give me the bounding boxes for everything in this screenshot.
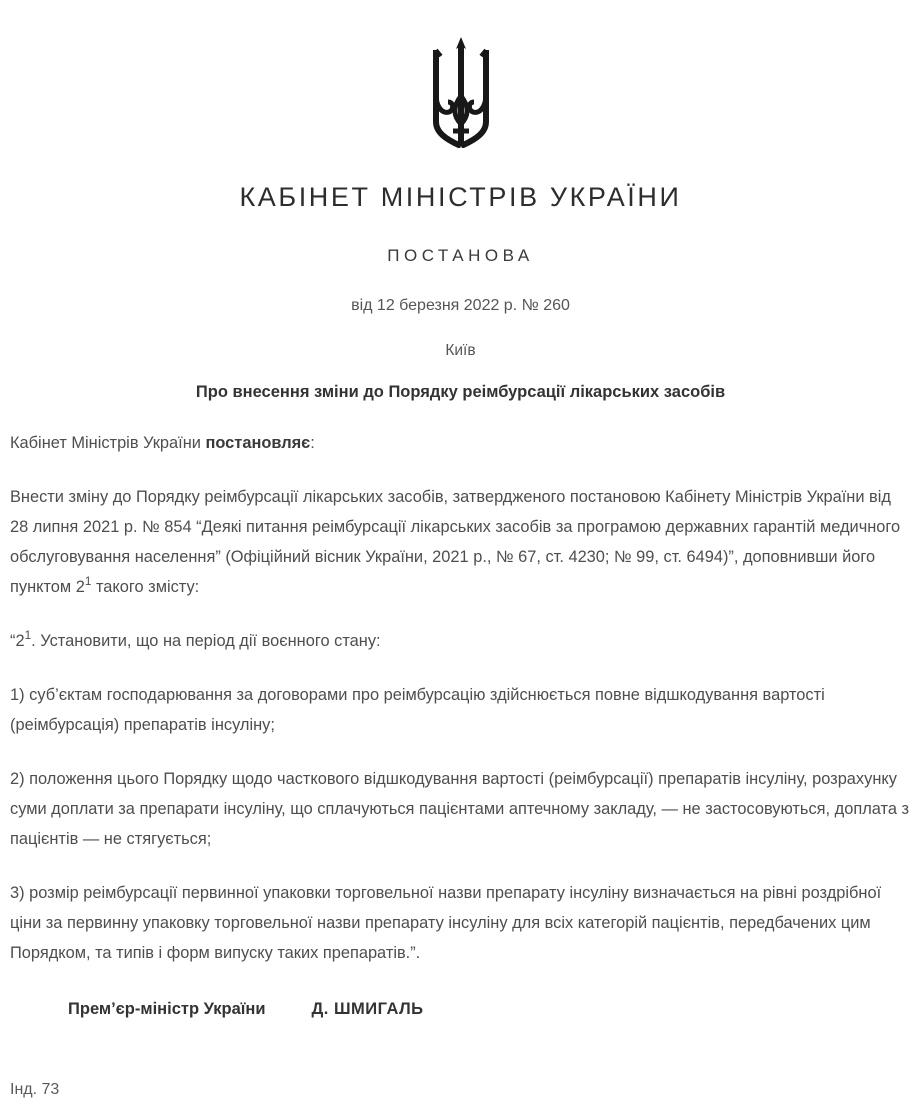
index-number: Інд. 73 xyxy=(10,1081,60,1098)
tryzub-emblem-icon xyxy=(427,36,495,148)
paragraph: Кабінет Міністрів України постановляє: xyxy=(10,434,315,452)
doc-date-number: від 12 березня 2022 р. № 260 xyxy=(351,297,570,314)
signatory-name: Д. ШМИГАЛЬ xyxy=(311,1000,424,1018)
signatory-position: Прем’єр-міністр України xyxy=(68,1000,266,1018)
paragraph: 2) положення цього Порядку щодо часткового відшкодування вартості (реімбурсації) препаратів інсуліну, розрахунку суми доплати за препарати інсуліну, що сплачуються пацієнтами аптечному закладу, — не застосовуються, доплата з пацієнтів — не стягується; xyxy=(10,770,910,848)
doc-type-label: ПОСТАНОВА xyxy=(387,246,534,265)
paragraph: “$2^1$. Установити, що на період дії воєнного стану: xyxy=(10,627,381,650)
paragraph: 3) розмір реімбурсації первинної упаковки торговельної назви препарату інсуліну визначається на рівні роздрібної ціни за первинну упаковку торговельної назви препарату інсуліну для всіх категорій пацієнтів, передбачених цим Порядком, та типів і форм випуску таких препаратів.”. xyxy=(10,884,882,962)
emblem-container xyxy=(10,36,911,152)
paragraph: 1) суб’єктам господарювання за договорами про реімбурсацію здійснюється повне відшкодування вартості (реімбурсація) препаратів інсуліну; xyxy=(10,686,825,734)
paragraph: Внести зміну до Порядку реімбурсації лікарських засобів, затвердженого постановою Кабінету Міністрів України від 28 липня 2021 р. № 854 “Деякі питання реімбурсації лікарських засобів за програмою державних гарантій медичного обслуговування населення” (Офіційний вісник України, 2021 р., № 67, ст. 4230; № 99, ст. 6494)”, доповнивши його пунктом $2^1$ такого змісту: xyxy=(10,488,901,596)
doc-city: Київ xyxy=(445,342,476,359)
document-body xyxy=(10,428,911,968)
doc-title: Про внесення зміни до Порядку реімбурсації лікарських засобів xyxy=(195,383,726,401)
signature-block xyxy=(10,1000,911,1019)
org-title: КАБІНЕТ МІНІСТРІВ УКРАЇНИ xyxy=(239,182,682,212)
